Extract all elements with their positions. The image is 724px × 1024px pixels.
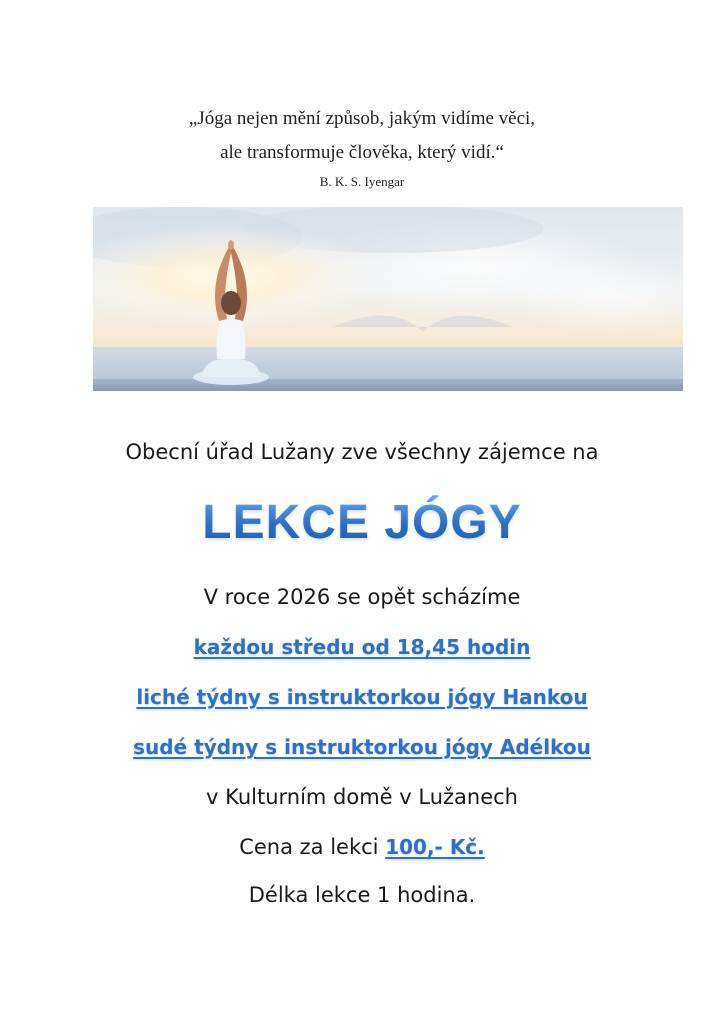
poster-title: LEKCE JÓGY bbox=[0, 495, 724, 550]
quote-line-1: „Jóga nejen mění způsob, jakým vidíme věci, bbox=[188, 108, 536, 129]
price-value: 100,- Kč. bbox=[385, 835, 485, 859]
yoga-photo bbox=[93, 207, 683, 391]
schedule-weekday bbox=[0, 635, 724, 659]
schedule-odd-weeks bbox=[0, 685, 724, 709]
schedule-weekday-text: každou středu od 18,45 hodin bbox=[193, 635, 531, 659]
price-label: Cena za lekci bbox=[239, 835, 386, 859]
invitation-text: Obecní úřad Lužany zve všechny zájemce na bbox=[125, 440, 599, 464]
schedule-odd-weeks-text: liché týdny s instruktorkou jógy Hankou bbox=[136, 685, 588, 709]
quote-author: B. K. S. Iyengar bbox=[319, 174, 405, 189]
schedule-even-weeks-text: sudé týdny s instruktorkou jógy Adélkou bbox=[133, 735, 591, 759]
price-line bbox=[0, 835, 724, 859]
schedule-even-weeks bbox=[0, 735, 724, 759]
schedule-intro: V roce 2026 se opět scházíme bbox=[203, 585, 521, 609]
lesson-duration: Délka lekce 1 hodina. bbox=[248, 883, 476, 907]
quote-line-2: ale transformuje člověka, který vidí.“ bbox=[220, 142, 504, 163]
venue-text: v Kulturním domě v Lužanech bbox=[205, 785, 518, 809]
